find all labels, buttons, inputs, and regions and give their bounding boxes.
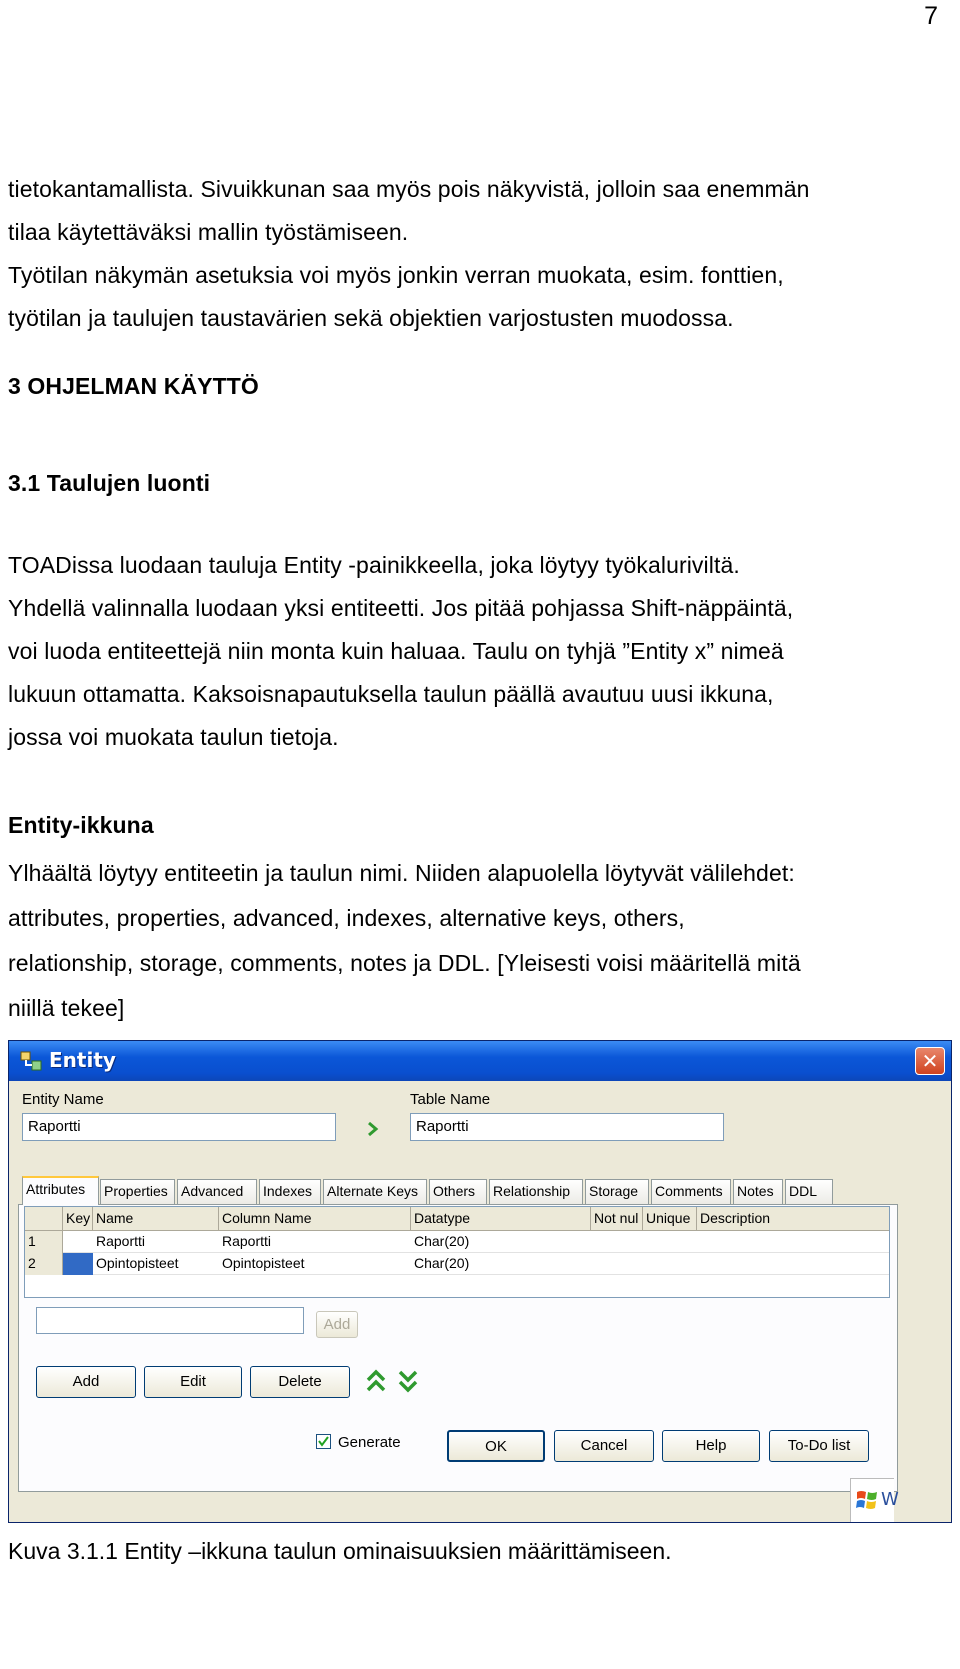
move-up-icon[interactable] — [364, 1368, 388, 1394]
tab-others[interactable]: Others — [429, 1179, 487, 1204]
column-name-cell[interactable]: Opintopisteet — [222, 1255, 305, 1271]
window-title: Entity — [49, 1048, 116, 1072]
col-name[interactable]: Name — [93, 1207, 219, 1231]
grid-header-corner — [25, 1207, 63, 1231]
key-cell[interactable] — [63, 1231, 93, 1253]
subheading: Entity-ikkuna — [8, 812, 154, 838]
tab-notes[interactable]: Notes — [733, 1179, 783, 1204]
page-number: 7 — [924, 2, 938, 30]
tab-advanced[interactable]: Advanced — [177, 1179, 257, 1204]
checkmark-icon — [317, 1435, 330, 1448]
datatype-cell[interactable]: Char(20) — [414, 1233, 470, 1249]
paragraph-line: lukuun ottamatta. Kaksoisnapautuksella taulun päällä avautuu uusi ikkuna, — [8, 681, 774, 707]
paragraph-line: niillä tekee] — [8, 995, 125, 1021]
tab-indexes[interactable]: Indexes — [259, 1179, 321, 1204]
close-button[interactable]: ✕ — [915, 1047, 945, 1075]
tab-properties[interactable]: Properties — [100, 1179, 175, 1204]
paragraph-line: voi luoda entiteettejä niin monta kuin haluaa. Taulu on tyhjä ”Entity x” nimeä — [8, 638, 784, 664]
entity-app-icon — [19, 1049, 43, 1073]
paragraph-line: tietokantamallista. Sivuikkunan saa myös pois näkyvistä, jolloin saa enemmän — [8, 176, 810, 202]
ok-button[interactable]: OK — [447, 1430, 545, 1462]
col-column-name[interactable]: Column Name — [219, 1207, 411, 1231]
name-cell[interactable]: Raportti — [96, 1233, 146, 1249]
chevron-right-icon — [366, 1120, 380, 1138]
paragraph-line: tilaa käytettäväksi mallin työstämiseen. — [8, 219, 409, 245]
new-attribute-input[interactable] — [36, 1307, 304, 1334]
paragraph-line: jossa voi muokata taulun tietoja. — [8, 724, 339, 750]
paragraph-line: relationship, storage, comments, notes ja DDL. [Yleisesti voisi määritellä mitä — [8, 950, 801, 976]
entity-name-label: Entity Name — [22, 1091, 104, 1108]
grid-header — [25, 1207, 889, 1231]
col-key[interactable]: Key — [63, 1207, 93, 1231]
move-down-icon[interactable] — [396, 1368, 420, 1394]
column-name-cell[interactable]: Raportti — [222, 1233, 272, 1249]
table-name-label: Table Name — [410, 1091, 491, 1108]
key-cell-selected[interactable] — [63, 1253, 93, 1275]
table-row[interactable] — [25, 1253, 889, 1275]
tab-relationship[interactable]: Relationship — [489, 1179, 583, 1204]
window-titlebar — [9, 1041, 951, 1081]
paragraph-line: attributes, properties, advanced, indexes, alternative keys, others, — [8, 905, 685, 931]
figure-caption: Kuva 3.1.1 Entity –ikkuna taulun ominaisuuksien määrittämiseen. — [8, 1538, 672, 1564]
entity-name-input[interactable]: Raportti — [22, 1113, 336, 1141]
tab-attributes[interactable]: Attributes — [22, 1176, 99, 1205]
taskbar-corner — [850, 1478, 899, 1522]
attributes-grid — [24, 1206, 890, 1298]
tab-alternate-keys[interactable]: Alternate Keys — [323, 1179, 427, 1204]
col-not-null[interactable]: Not nul — [591, 1207, 643, 1231]
col-description[interactable]: Description — [700, 1210, 771, 1226]
generate-label: Generate — [338, 1434, 401, 1451]
paragraph-line: Yhdellä valinnalla luodaan yksi entiteetti. Jos pitää pohjassa Shift-näppäintä, — [8, 595, 794, 621]
generate-checkbox[interactable] — [316, 1434, 331, 1449]
todo-list-button[interactable]: To-Do list — [769, 1430, 869, 1462]
delete-button[interactable]: Delete — [250, 1366, 350, 1398]
tab-comments[interactable]: Comments — [651, 1179, 731, 1204]
paragraph-line: Ylhäältä löytyy entiteetin ja taulun nimi. Niiden alapuolella löytyvät välilehdet: — [8, 860, 795, 886]
add-small-button[interactable]: Add — [316, 1311, 358, 1338]
datatype-cell[interactable]: Char(20) — [414, 1255, 470, 1271]
paragraph-line: työtilan ja taulujen taustavärien sekä objektien varjostusten muodossa. — [8, 305, 734, 331]
windows-logo-icon — [855, 1488, 883, 1514]
section-heading: 3 OHJELMAN KÄYTTÖ — [8, 373, 259, 399]
help-button[interactable]: Help — [662, 1430, 760, 1462]
row-number: 2 — [25, 1253, 63, 1275]
row-number: 1 — [25, 1231, 63, 1253]
table-name-input[interactable]: Raportti — [410, 1113, 724, 1141]
col-unique[interactable]: Unique — [643, 1207, 697, 1231]
tab-ddl[interactable]: DDL — [785, 1179, 833, 1204]
subsection-heading: 3.1 Taulujen luonti — [8, 470, 211, 496]
edit-button[interactable]: Edit — [144, 1366, 242, 1398]
col-datatype[interactable]: Datatype — [411, 1207, 591, 1231]
cancel-button[interactable]: Cancel — [554, 1430, 654, 1462]
table-row[interactable] — [25, 1231, 889, 1253]
tab-storage[interactable]: Storage — [585, 1179, 649, 1204]
paragraph-line: Työtilan näkymän asetuksia voi myös jonkin verran muokata, esim. fonttien, — [8, 262, 784, 288]
name-cell[interactable]: Opintopisteet — [96, 1255, 179, 1271]
corner-logo-text: W — [881, 1489, 899, 1510]
add-button[interactable]: Add — [36, 1366, 136, 1398]
paragraph-line: TOADissa luodaan tauluja Entity -painikkeella, joka löytyy työkaluriviltä. — [8, 552, 740, 578]
